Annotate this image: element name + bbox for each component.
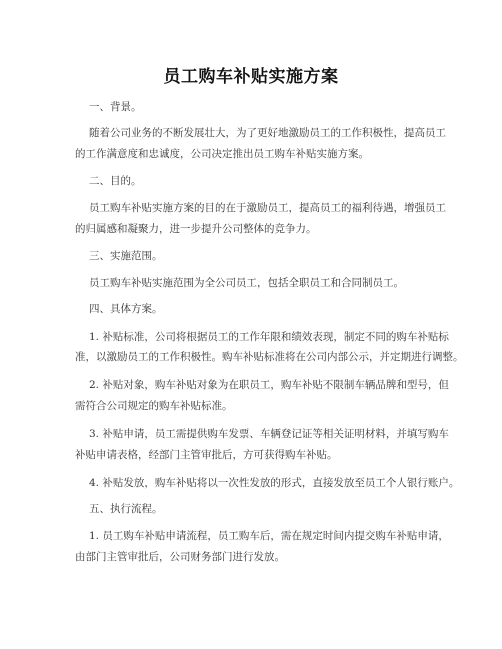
section-heading-scope: 三、实施范围。 [89,250,163,262]
paragraph-line: 员工购车补贴实施范围为全公司员工，包括全职员工和合同制员工。 [89,277,404,289]
paragraph-line: 的工作满意度和忠诚度，公司决定推出员工购车补贴实施方案。 [75,148,369,160]
section-heading-purpose: 二、目的。 [89,175,142,187]
list-item-line: 准，以激励员工的工作积极性。购车补贴标准将在公司内部公示，并定期进行调整。 [75,351,464,363]
section-heading-process: 五、执行流程。 [89,503,163,515]
list-item-line: 3. 补贴申请，员工需提供购车发票、车辆登记证等相关证明材料，并填写购车 [89,428,449,440]
list-item-line: 补贴申请表格，经部门主管审批后，方可获得购车补贴。 [75,449,338,461]
list-item-line: 由部门主管审批后，公司财务部门进行发放。 [75,551,285,563]
section-heading-background: 一、背景。 [89,101,142,113]
paragraph-line: 随着公司业务的不断发展壮大，为了更好地激励员工的工作积极性，提高员工 [89,127,446,139]
list-item-line: 1. 补贴标准，公司将根据员工的工作年限和绩效表现，制定不同的购车补贴标 [89,331,449,343]
list-item-line: 需符合公司规定的购车补贴标准。 [75,400,233,412]
list-item-line: 1. 员工购车补贴申请流程，员工购车后，需在规定时间内提交购车补贴申请， [89,530,449,542]
list-item-line: 4. 补贴发放，购车补贴将以一次性发放的形式，直接发放至员工个人银行账户。 [89,477,460,489]
paragraph-line: 的归属感和凝聚力，进一步提升公司整体的竞争力。 [75,223,317,235]
paragraph-line: 员工购车补贴实施方案的目的在于激励员工，提高员工的福利待遇，增强员工 [89,202,446,214]
document-title: 员工购车补贴实施方案 [163,67,339,87]
list-item-line: 2. 补贴对象，购车补贴对象为在职员工，购车补贴不限制车辆品牌和型号，但 [89,379,449,391]
section-heading-plan: 四、具体方案。 [89,303,163,315]
